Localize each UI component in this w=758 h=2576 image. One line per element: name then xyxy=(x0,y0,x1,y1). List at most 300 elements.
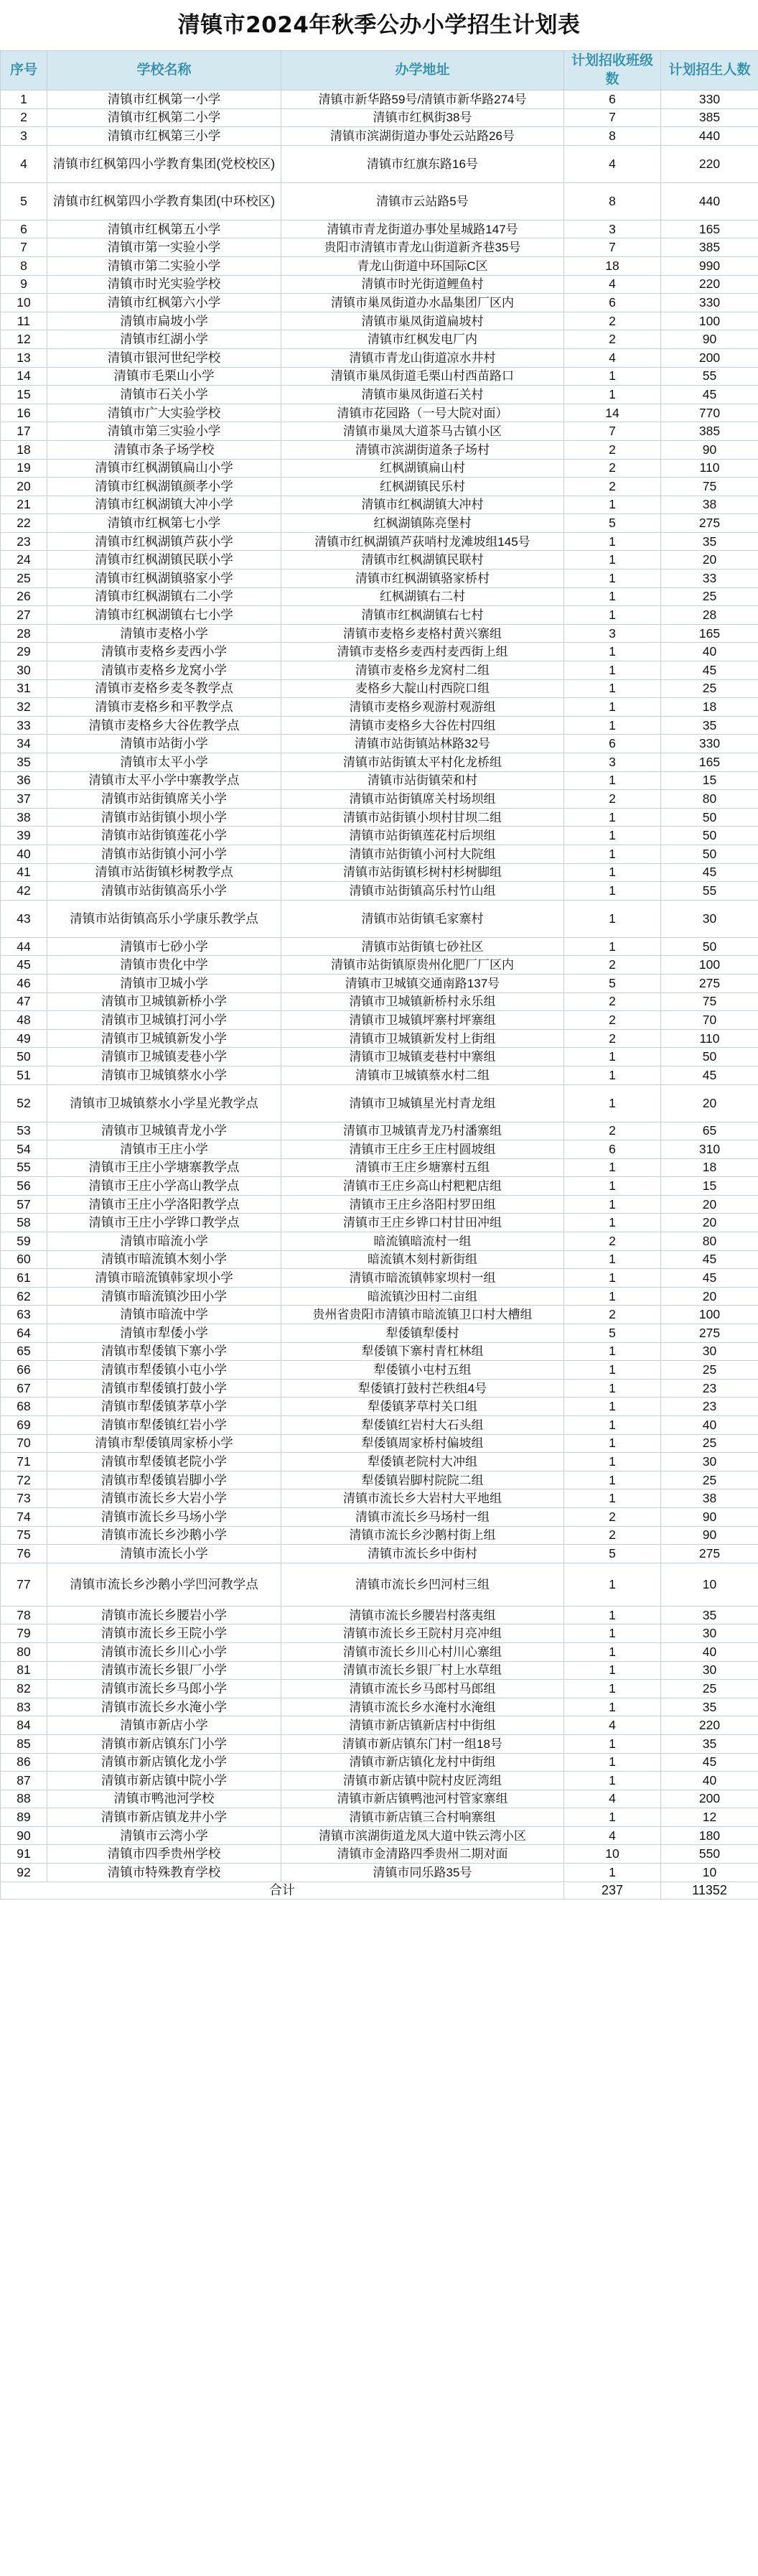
table-row xyxy=(1,1048,758,1066)
table-row xyxy=(1,1489,758,1508)
cell-no: 37 xyxy=(1,790,47,809)
cell-school: 清镇市王庄小学 xyxy=(47,1140,281,1159)
cell-no: 73 xyxy=(1,1489,47,1508)
cell-no: 59 xyxy=(1,1232,47,1251)
table-row xyxy=(1,238,758,257)
cell-no: 81 xyxy=(1,1661,47,1680)
cell-classes: 8 xyxy=(564,182,661,220)
cell-no: 9 xyxy=(1,275,47,294)
cell-no: 61 xyxy=(1,1269,47,1288)
cell-classes: 1 xyxy=(564,1680,661,1698)
table-row xyxy=(1,1753,758,1772)
table-row xyxy=(1,1361,758,1380)
cell-no: 52 xyxy=(1,1084,47,1122)
cell-school: 清镇市红湖小学 xyxy=(47,330,281,349)
cell-school: 清镇市红枫湖镇骆家小学 xyxy=(47,569,281,588)
cell-address: 清镇市红枫湖镇骆家桥村 xyxy=(281,569,564,588)
cell-address: 贵阳市清镇市青龙山街道新齐巷35号 xyxy=(281,238,564,257)
cell-students: 50 xyxy=(661,937,758,956)
cell-school: 清镇市第二实验小学 xyxy=(47,256,281,275)
cell-classes: 1 xyxy=(564,1563,661,1606)
cell-students: 100 xyxy=(661,956,758,975)
cell-students: 90 xyxy=(661,330,758,349)
cell-no: 35 xyxy=(1,753,47,772)
table-row xyxy=(1,1563,758,1606)
cell-no: 65 xyxy=(1,1342,47,1361)
cell-school: 清镇市暗流小学 xyxy=(47,1232,281,1251)
cell-no: 18 xyxy=(1,440,47,459)
header-no: 序号 xyxy=(1,51,47,90)
cell-no: 41 xyxy=(1,863,47,882)
header-row xyxy=(1,51,758,90)
cell-school: 清镇市暗流中学 xyxy=(47,1306,281,1324)
cell-no: 75 xyxy=(1,1526,47,1545)
cell-school: 清镇市红枫第六小学 xyxy=(47,294,281,312)
cell-no: 10 xyxy=(1,294,47,312)
cell-classes: 2 xyxy=(564,1029,661,1048)
cell-classes: 14 xyxy=(564,404,661,422)
cell-classes: 1 xyxy=(564,1434,661,1453)
cell-address: 清镇市流长乡凹河村三组 xyxy=(281,1563,564,1606)
cell-no: 20 xyxy=(1,478,47,496)
cell-students: 50 xyxy=(661,1048,758,1066)
table-row xyxy=(1,606,758,625)
cell-students: 440 xyxy=(661,127,758,146)
cell-classes: 1 xyxy=(564,808,661,827)
cell-school: 清镇市站街镇席关小学 xyxy=(47,790,281,809)
cell-classes: 1 xyxy=(564,1734,661,1753)
cell-students: 310 xyxy=(661,1140,758,1159)
cell-classes: 2 xyxy=(564,790,661,809)
cell-school: 清镇市犁倭小学 xyxy=(47,1324,281,1343)
cell-students: 385 xyxy=(661,108,758,127)
cell-no: 34 xyxy=(1,735,47,753)
total-students: 11352 xyxy=(661,1882,758,1899)
cell-classes: 4 xyxy=(564,1790,661,1808)
cell-no: 86 xyxy=(1,1753,47,1772)
cell-no: 68 xyxy=(1,1398,47,1416)
cell-students: 12 xyxy=(661,1808,758,1827)
cell-address: 清镇市滨湖街道办事处云站路26号 xyxy=(281,127,564,146)
cell-no: 87 xyxy=(1,1772,47,1790)
cell-students: 75 xyxy=(661,478,758,496)
cell-address: 清镇市新店镇中院村皮匠湾组 xyxy=(281,1772,564,1790)
cell-no: 53 xyxy=(1,1122,47,1140)
cell-school: 清镇市王庄小学塘寨教学点 xyxy=(47,1158,281,1177)
table-row xyxy=(1,1379,758,1398)
cell-classes: 2 xyxy=(564,478,661,496)
table-row xyxy=(1,1416,758,1435)
table-row xyxy=(1,1864,758,1882)
cell-classes: 1 xyxy=(564,863,661,882)
cell-school: 清镇市站街镇高乐小学康乐教学点 xyxy=(47,900,281,937)
cell-students: 220 xyxy=(661,1716,758,1735)
cell-students: 25 xyxy=(661,1434,758,1453)
cell-address: 清镇市站街镇席关村场坝组 xyxy=(281,790,564,809)
cell-students: 25 xyxy=(661,1680,758,1698)
cell-address: 清镇市红枫街38号 xyxy=(281,108,564,127)
cell-students: 50 xyxy=(661,827,758,845)
cell-school: 清镇市犁倭镇红岩小学 xyxy=(47,1416,281,1435)
table-row xyxy=(1,1790,758,1808)
cell-students: 200 xyxy=(661,348,758,367)
cell-classes: 1 xyxy=(564,1606,661,1624)
cell-school: 清镇市卫城镇打河小学 xyxy=(47,1011,281,1030)
cell-classes: 1 xyxy=(564,569,661,588)
cell-classes: 1 xyxy=(564,1753,661,1772)
cell-no: 78 xyxy=(1,1606,47,1624)
cell-address: 贵州省贵阳市清镇市暗流镇卫口村大槽组 xyxy=(281,1306,564,1324)
cell-classes: 1 xyxy=(564,643,661,661)
cell-no: 74 xyxy=(1,1507,47,1526)
cell-address: 清镇市暗流镇韩家坝村一组 xyxy=(281,1269,564,1288)
cell-address: 清镇市站街镇高乐村竹山组 xyxy=(281,882,564,901)
cell-classes: 1 xyxy=(564,827,661,845)
table-row xyxy=(1,771,758,790)
cell-address: 清镇市麦格乡龙窝村二组 xyxy=(281,661,564,680)
cell-school: 清镇市条子场学校 xyxy=(47,440,281,459)
table-row xyxy=(1,367,758,386)
cell-school: 清镇市红枫湖镇右二小学 xyxy=(47,587,281,606)
cell-students: 80 xyxy=(661,1232,758,1251)
cell-address: 清镇市青龙街道办事处星城路147号 xyxy=(281,220,564,238)
cell-school: 清镇市卫城镇新桥小学 xyxy=(47,992,281,1011)
cell-address: 清镇市巢凤街道毛栗山村西苗路口 xyxy=(281,367,564,386)
cell-classes: 1 xyxy=(564,1453,661,1471)
cell-students: 330 xyxy=(661,90,758,109)
table-row xyxy=(1,478,758,496)
cell-school: 清镇市红枫第七小学 xyxy=(47,514,281,533)
cell-classes: 1 xyxy=(564,1066,661,1084)
cell-classes: 1 xyxy=(564,1489,661,1508)
cell-no: 84 xyxy=(1,1716,47,1735)
cell-school: 清镇市新店小学 xyxy=(47,1716,281,1735)
cell-no: 85 xyxy=(1,1734,47,1753)
table-row xyxy=(1,974,758,992)
cell-address: 清镇市站街镇小坝村甘坝二组 xyxy=(281,808,564,827)
total-label: 合计 xyxy=(1,1882,564,1899)
cell-school: 清镇市麦格乡大谷佐教学点 xyxy=(47,716,281,735)
cell-students: 100 xyxy=(661,1306,758,1324)
cell-classes: 1 xyxy=(564,1195,661,1214)
cell-students: 40 xyxy=(661,643,758,661)
cell-classes: 2 xyxy=(564,330,661,349)
table-row xyxy=(1,1471,758,1489)
table-row xyxy=(1,643,758,661)
cell-classes: 1 xyxy=(564,1471,661,1489)
cell-students: 220 xyxy=(661,275,758,294)
cell-classes: 1 xyxy=(564,937,661,956)
cell-address: 犁倭镇岩脚村院院二组 xyxy=(281,1471,564,1489)
header-classes: 计划招收班级数 xyxy=(564,51,661,90)
cell-no: 43 xyxy=(1,900,47,937)
cell-address: 清镇市流长乡沙鹅村街上组 xyxy=(281,1526,564,1545)
cell-students: 275 xyxy=(661,1545,758,1563)
cell-students: 35 xyxy=(661,716,758,735)
table-row xyxy=(1,992,758,1011)
table-row xyxy=(1,422,758,441)
table-row xyxy=(1,1680,758,1698)
cell-address: 清镇市麦格乡麦西村麦西街上组 xyxy=(281,643,564,661)
cell-classes: 1 xyxy=(564,1361,661,1380)
cell-classes: 2 xyxy=(564,1122,661,1140)
cell-school: 清镇市流长乡马场小学 xyxy=(47,1507,281,1526)
cell-address: 清镇市站街镇荣和村 xyxy=(281,771,564,790)
cell-classes: 1 xyxy=(564,1084,661,1122)
cell-school: 清镇市流长乡王院小学 xyxy=(47,1624,281,1643)
cell-classes: 1 xyxy=(564,1642,661,1661)
cell-no: 55 xyxy=(1,1158,47,1177)
cell-address: 清镇市卫城镇坪寨村坪寨组 xyxy=(281,1011,564,1030)
cell-classes: 5 xyxy=(564,514,661,533)
table-row xyxy=(1,514,758,533)
cell-no: 56 xyxy=(1,1177,47,1196)
cell-students: 165 xyxy=(661,753,758,772)
cell-students: 20 xyxy=(661,551,758,569)
cell-school: 清镇市流长乡沙鹅小学凹河教学点 xyxy=(47,1563,281,1606)
cell-address: 清镇市流长乡大岩村大平地组 xyxy=(281,1489,564,1508)
cell-classes: 7 xyxy=(564,238,661,257)
cell-address: 犁倭镇犁倭村 xyxy=(281,1324,564,1343)
cell-students: 45 xyxy=(661,661,758,680)
cell-no: 33 xyxy=(1,716,47,735)
cell-address: 犁倭镇周家桥村偏坡组 xyxy=(281,1434,564,1453)
cell-school: 清镇市流长乡川心小学 xyxy=(47,1642,281,1661)
cell-address: 清镇市金清路四季贵州二期对面 xyxy=(281,1845,564,1864)
cell-classes: 1 xyxy=(564,1416,661,1435)
cell-school: 清镇市卫城镇新发小学 xyxy=(47,1029,281,1048)
table-row xyxy=(1,182,758,220)
cell-classes: 1 xyxy=(564,496,661,514)
table-row xyxy=(1,312,758,330)
cell-students: 23 xyxy=(661,1398,758,1416)
cell-school: 清镇市暗流镇韩家坝小学 xyxy=(47,1269,281,1288)
table-row xyxy=(1,937,758,956)
cell-classes: 1 xyxy=(564,1698,661,1716)
cell-no: 49 xyxy=(1,1029,47,1048)
total-classes: 237 xyxy=(564,1882,661,1899)
cell-classes: 4 xyxy=(564,1826,661,1845)
cell-school: 清镇市流长小学 xyxy=(47,1545,281,1563)
cell-no: 19 xyxy=(1,459,47,478)
cell-classes: 2 xyxy=(564,459,661,478)
cell-classes: 1 xyxy=(564,716,661,735)
cell-address: 红枫湖镇扁山村 xyxy=(281,459,564,478)
cell-classes: 2 xyxy=(564,1232,661,1251)
cell-students: 18 xyxy=(661,698,758,717)
table-row xyxy=(1,1661,758,1680)
cell-classes: 1 xyxy=(564,698,661,717)
cell-students: 275 xyxy=(661,1324,758,1343)
cell-address: 清镇市红枫湖镇芦荻哨村龙滩坡组145号 xyxy=(281,532,564,551)
table-row xyxy=(1,1250,758,1269)
cell-address: 清镇市新华路59号/清镇市新华路274号 xyxy=(281,90,564,109)
cell-students: 45 xyxy=(661,1753,758,1772)
cell-no: 44 xyxy=(1,937,47,956)
cell-school: 清镇市红枫第五小学 xyxy=(47,220,281,238)
cell-students: 28 xyxy=(661,606,758,625)
cell-no: 80 xyxy=(1,1642,47,1661)
cell-address: 清镇市巢凤大道茶马古镇小区 xyxy=(281,422,564,441)
cell-school: 清镇市卫城镇青龙小学 xyxy=(47,1122,281,1140)
cell-address: 清镇市王庄乡洛阳村罗田组 xyxy=(281,1195,564,1214)
cell-address: 清镇市王庄乡王庄村圆坡组 xyxy=(281,1140,564,1159)
table-row xyxy=(1,1398,758,1416)
table-row xyxy=(1,440,758,459)
table-row xyxy=(1,624,758,643)
cell-no: 11 xyxy=(1,312,47,330)
cell-students: 20 xyxy=(661,1214,758,1232)
cell-address: 清镇市流长乡银厂村上水草组 xyxy=(281,1661,564,1680)
cell-students: 25 xyxy=(661,587,758,606)
table-row xyxy=(1,551,758,569)
cell-students: 200 xyxy=(661,1790,758,1808)
cell-school: 清镇市王庄小学高山教学点 xyxy=(47,1177,281,1196)
cell-classes: 1 xyxy=(564,1661,661,1680)
cell-school: 清镇市麦格小学 xyxy=(47,624,281,643)
cell-no: 12 xyxy=(1,330,47,349)
cell-students: 33 xyxy=(661,569,758,588)
cell-classes: 5 xyxy=(564,1545,661,1563)
cell-no: 5 xyxy=(1,182,47,220)
cell-classes: 1 xyxy=(564,845,661,863)
cell-no: 17 xyxy=(1,422,47,441)
cell-address: 红枫湖镇民乐村 xyxy=(281,478,564,496)
cell-students: 45 xyxy=(661,1250,758,1269)
cell-students: 385 xyxy=(661,238,758,257)
cell-no: 45 xyxy=(1,956,47,975)
cell-no: 28 xyxy=(1,624,47,643)
header-school: 学校名称 xyxy=(47,51,281,90)
cell-classes: 1 xyxy=(564,1379,661,1398)
cell-students: 90 xyxy=(661,1507,758,1526)
cell-address: 清镇市流长乡水淹村水淹组 xyxy=(281,1698,564,1716)
table-row xyxy=(1,1808,758,1827)
cell-classes: 4 xyxy=(564,275,661,294)
cell-classes: 1 xyxy=(564,1624,661,1643)
table-row xyxy=(1,1624,758,1643)
cell-classes: 7 xyxy=(564,422,661,441)
cell-no: 72 xyxy=(1,1471,47,1489)
cell-school: 清镇市七砂小学 xyxy=(47,937,281,956)
cell-school: 清镇市暗流镇木刻小学 xyxy=(47,1250,281,1269)
cell-students: 30 xyxy=(661,900,758,937)
cell-no: 21 xyxy=(1,496,47,514)
cell-students: 20 xyxy=(661,1084,758,1122)
cell-classes: 8 xyxy=(564,127,661,146)
cell-no: 8 xyxy=(1,256,47,275)
cell-school: 清镇市站街镇小河小学 xyxy=(47,845,281,863)
cell-address: 犁倭镇打鼓村芒秩组4号 xyxy=(281,1379,564,1398)
table-row xyxy=(1,882,758,901)
cell-address: 清镇市流长乡马郎村马郎组 xyxy=(281,1680,564,1698)
table-row xyxy=(1,1507,758,1526)
page-title: 清镇市2024年秋季公办小学招生计划表 xyxy=(177,12,581,38)
cell-no: 47 xyxy=(1,992,47,1011)
table-row xyxy=(1,587,758,606)
cell-address: 清镇市红旗东路16号 xyxy=(281,145,564,182)
cell-no: 63 xyxy=(1,1306,47,1324)
cell-school: 清镇市红枫第四小学教育集团(党校校区) xyxy=(47,145,281,182)
cell-school: 清镇市犁倭镇小屯小学 xyxy=(47,1361,281,1380)
cell-no: 30 xyxy=(1,661,47,680)
cell-students: 45 xyxy=(661,1066,758,1084)
cell-no: 38 xyxy=(1,808,47,827)
cell-address: 清镇市王庄乡塘寨村五组 xyxy=(281,1158,564,1177)
cell-no: 25 xyxy=(1,569,47,588)
enrollment-table xyxy=(0,50,758,1900)
cell-classes: 2 xyxy=(564,440,661,459)
table-row xyxy=(1,1606,758,1624)
cell-students: 15 xyxy=(661,1177,758,1196)
cell-address: 清镇市站街镇原贵州化肥厂厂区内 xyxy=(281,956,564,975)
cell-students: 35 xyxy=(661,1606,758,1624)
cell-no: 77 xyxy=(1,1563,47,1606)
cell-classes: 1 xyxy=(564,386,661,404)
cell-address: 红枫湖镇右二村 xyxy=(281,587,564,606)
table-row xyxy=(1,1845,758,1864)
cell-address: 清镇市卫城镇蔡水村二组 xyxy=(281,1066,564,1084)
cell-address: 清镇市滨湖街道条子场村 xyxy=(281,440,564,459)
cell-address: 清镇市麦格乡大谷佐村四组 xyxy=(281,716,564,735)
table-row xyxy=(1,1342,758,1361)
cell-school: 清镇市红枫湖镇右七小学 xyxy=(47,606,281,625)
table-row xyxy=(1,1195,758,1214)
cell-no: 66 xyxy=(1,1361,47,1380)
table-row xyxy=(1,1526,758,1545)
cell-students: 10 xyxy=(661,1864,758,1882)
cell-students: 385 xyxy=(661,422,758,441)
cell-classes: 1 xyxy=(564,1177,661,1196)
cell-classes: 6 xyxy=(564,735,661,753)
cell-no: 48 xyxy=(1,1011,47,1030)
cell-no: 22 xyxy=(1,514,47,533)
cell-classes: 2 xyxy=(564,992,661,1011)
cell-classes: 18 xyxy=(564,256,661,275)
table-row xyxy=(1,496,758,514)
cell-address: 犁倭镇老院村大冲组 xyxy=(281,1453,564,1471)
cell-address: 清镇市红枫湖镇大冲村 xyxy=(281,496,564,514)
cell-students: 65 xyxy=(661,1122,758,1140)
table-row xyxy=(1,1434,758,1453)
cell-no: 69 xyxy=(1,1416,47,1435)
table-row xyxy=(1,532,758,551)
cell-school: 清镇市新店镇龙井小学 xyxy=(47,1808,281,1827)
cell-students: 20 xyxy=(661,1195,758,1214)
cell-address: 清镇市流长乡王院村月亮冲组 xyxy=(281,1624,564,1643)
cell-school: 清镇市新店镇东门小学 xyxy=(47,1734,281,1753)
cell-students: 35 xyxy=(661,532,758,551)
table-row xyxy=(1,679,758,698)
cell-address: 犁倭镇小屯村五组 xyxy=(281,1361,564,1380)
table-row xyxy=(1,716,758,735)
cell-classes: 5 xyxy=(564,1324,661,1343)
table-row xyxy=(1,698,758,717)
cell-no: 4 xyxy=(1,145,47,182)
header-address: 办学地址 xyxy=(281,51,564,90)
cell-school: 清镇市特殊教育学校 xyxy=(47,1864,281,1882)
cell-classes: 1 xyxy=(564,1287,661,1306)
cell-school: 清镇市犁倭镇茅草小学 xyxy=(47,1398,281,1416)
cell-students: 770 xyxy=(661,404,758,422)
cell-classes: 1 xyxy=(564,1214,661,1232)
cell-classes: 4 xyxy=(564,145,661,182)
cell-no: 91 xyxy=(1,1845,47,1864)
cell-no: 2 xyxy=(1,108,47,127)
total-row xyxy=(1,1882,758,1899)
cell-school: 清镇市犁倭镇老院小学 xyxy=(47,1453,281,1471)
cell-classes: 1 xyxy=(564,1772,661,1790)
